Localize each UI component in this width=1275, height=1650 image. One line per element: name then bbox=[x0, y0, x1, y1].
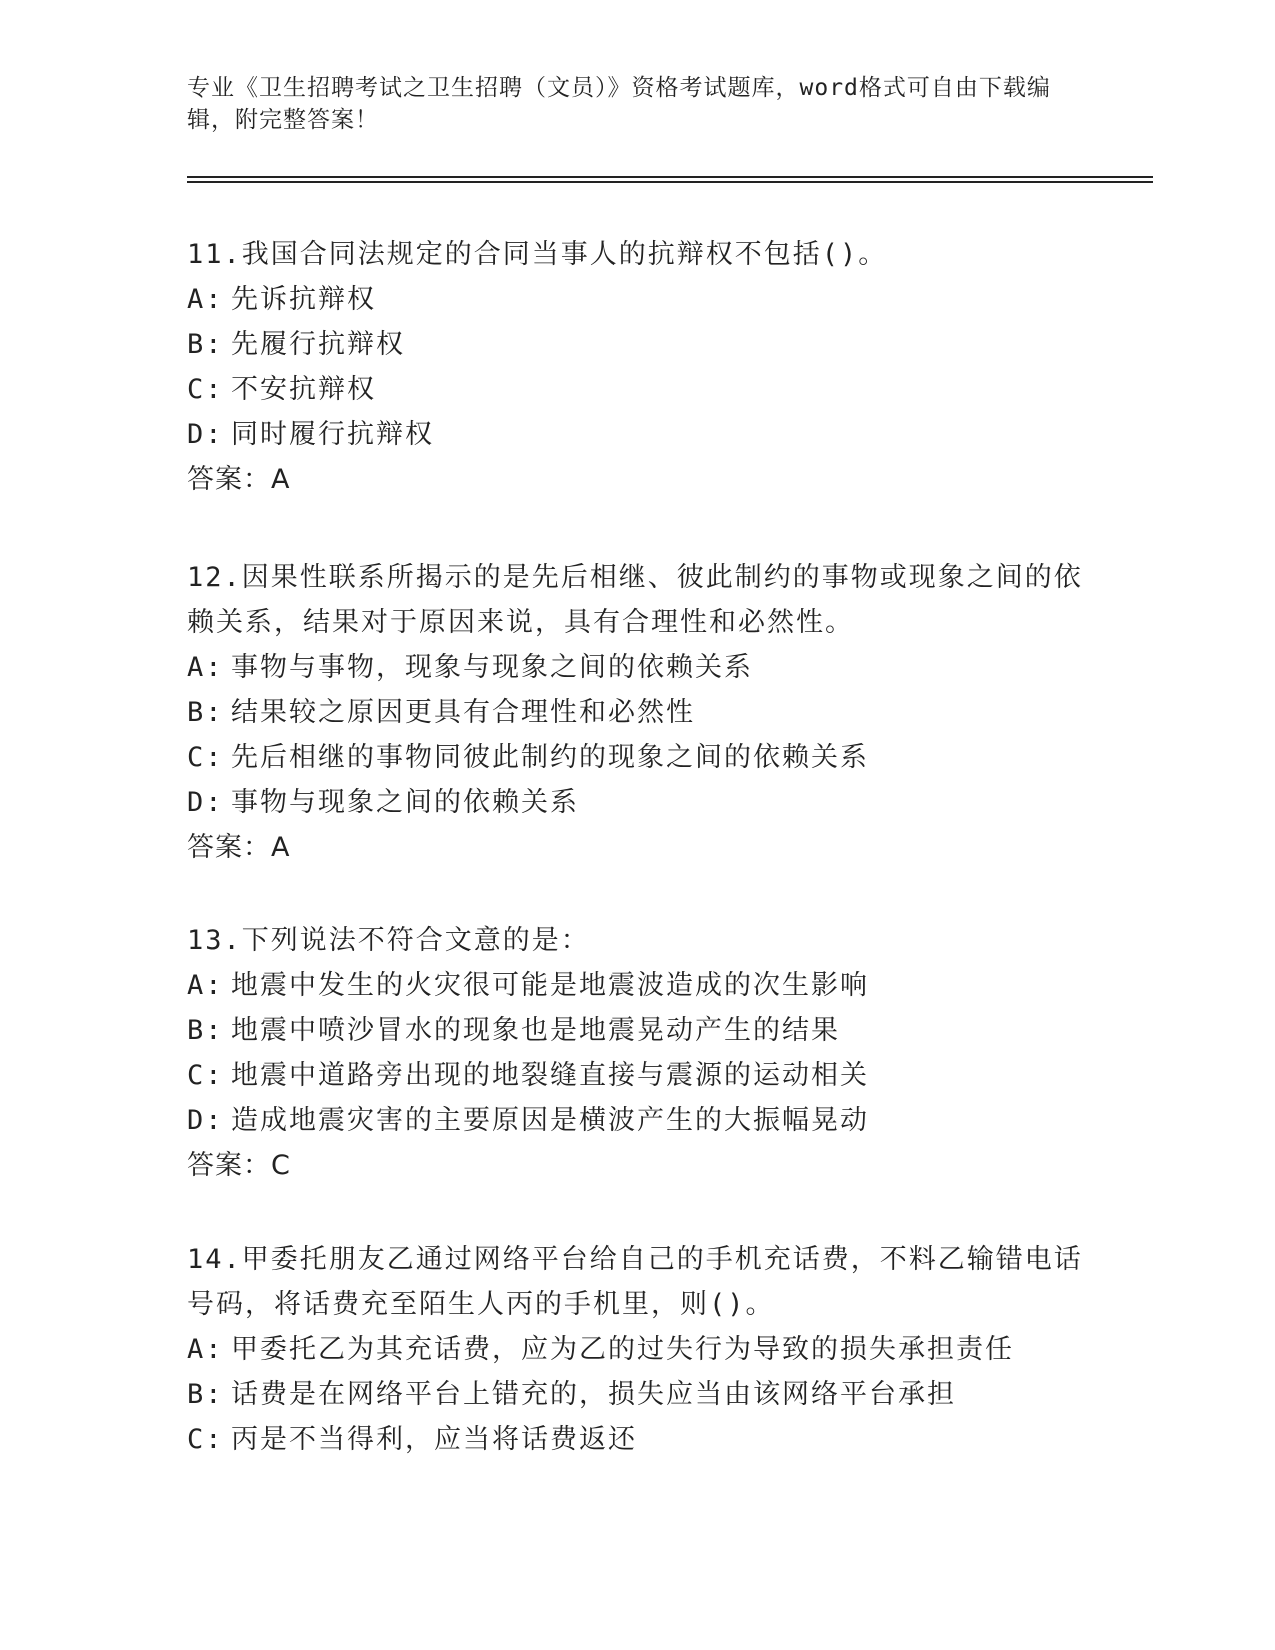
option-c bbox=[187, 735, 1087, 780]
question-stem: 14.甲委托朋友乙通过网络平台给自己的手机充话费，不料乙输错电话号码，将话费充至陌生人丙的手机里，则()。 bbox=[187, 1244, 1083, 1320]
option-text: 造成地震灾害的主要原因是横波产生的大振幅晃动 bbox=[231, 1105, 869, 1136]
option-letter: D: bbox=[187, 419, 224, 450]
option-letter: A: bbox=[187, 970, 224, 1001]
option-letter: B: bbox=[187, 1015, 224, 1046]
option-text: 先诉抗辩权 bbox=[231, 284, 376, 315]
option-text: 地震中喷沙冒水的现象也是地震晃动产生的结果 bbox=[231, 1015, 840, 1046]
option-text: 话费是在网络平台上错充的，损失应当由该网络平台承担 bbox=[231, 1379, 956, 1410]
option-text: 甲委托乙为其充话费，应为乙的过失行为导致的损失承担责任 bbox=[231, 1334, 1014, 1365]
option-c bbox=[187, 1053, 1087, 1098]
option-c bbox=[187, 367, 1087, 412]
option-letter: B: bbox=[187, 329, 224, 360]
option-letter: A: bbox=[187, 284, 224, 315]
option-letter: A: bbox=[187, 652, 224, 683]
option-a bbox=[187, 277, 1087, 322]
option-text: 地震中道路旁出现的地裂缝直接与震源的运动相关 bbox=[231, 1060, 869, 1091]
header-divider-top bbox=[187, 176, 1153, 178]
option-letter: C: bbox=[187, 374, 224, 405]
option-letter: C: bbox=[187, 1424, 224, 1455]
option-letter: C: bbox=[187, 1060, 224, 1091]
option-text: 地震中发生的火灾很可能是地震波造成的次生影响 bbox=[231, 970, 869, 1001]
question-stem: 12.因果性联系所揭示的是先后相继、彼此制约的事物或现象之间的依赖关系，结果对于原因来说，具有合理性和必然性。 bbox=[187, 562, 1083, 638]
option-text: 丙是不当得利，应当将话费返还 bbox=[231, 1424, 637, 1455]
question-11 bbox=[187, 232, 1087, 502]
option-text: 不安抗辩权 bbox=[231, 374, 376, 405]
option-b bbox=[187, 1008, 1087, 1053]
document-header: 专业《卫生招聘考试之卫生招聘（文员）》资格考试题库，word格式可自由下载编辑，附完整答案！ bbox=[187, 75, 1051, 133]
header-divider-bottom bbox=[187, 181, 1153, 183]
option-d bbox=[187, 780, 1087, 825]
option-text: 同时履行抗辩权 bbox=[231, 419, 434, 450]
option-b bbox=[187, 690, 1087, 735]
option-d bbox=[187, 1098, 1087, 1143]
option-letter: D: bbox=[187, 1105, 224, 1136]
answer: 答案：C bbox=[187, 1150, 291, 1181]
question-12 bbox=[187, 555, 1087, 870]
option-letter: B: bbox=[187, 1379, 224, 1410]
option-letter: C: bbox=[187, 742, 224, 773]
option-text: 事物与事物，现象与现象之间的依赖关系 bbox=[231, 652, 753, 683]
answer: 答案：A bbox=[187, 832, 291, 863]
option-b bbox=[187, 1372, 1087, 1417]
option-letter: A: bbox=[187, 1334, 224, 1365]
option-a bbox=[187, 645, 1087, 690]
question-14 bbox=[187, 1237, 1087, 1462]
option-letter: D: bbox=[187, 787, 224, 818]
question-stem: 11.我国合同法规定的合同当事人的抗辩权不包括()。 bbox=[187, 239, 888, 270]
option-text: 事物与现象之间的依赖关系 bbox=[231, 787, 579, 818]
option-text: 结果较之原因更具有合理性和必然性 bbox=[231, 697, 695, 728]
question-13 bbox=[187, 918, 1087, 1188]
option-letter: B: bbox=[187, 697, 224, 728]
option-text: 先后相继的事物同彼此制约的现象之间的依赖关系 bbox=[231, 742, 869, 773]
option-text: 先履行抗辩权 bbox=[231, 329, 405, 360]
option-a bbox=[187, 1327, 1087, 1372]
answer: 答案：A bbox=[187, 464, 291, 495]
option-a bbox=[187, 963, 1087, 1008]
option-d bbox=[187, 412, 1087, 457]
option-b bbox=[187, 322, 1087, 367]
option-c bbox=[187, 1417, 1087, 1462]
question-stem: 13.下列说法不符合文意的是： bbox=[187, 925, 590, 956]
